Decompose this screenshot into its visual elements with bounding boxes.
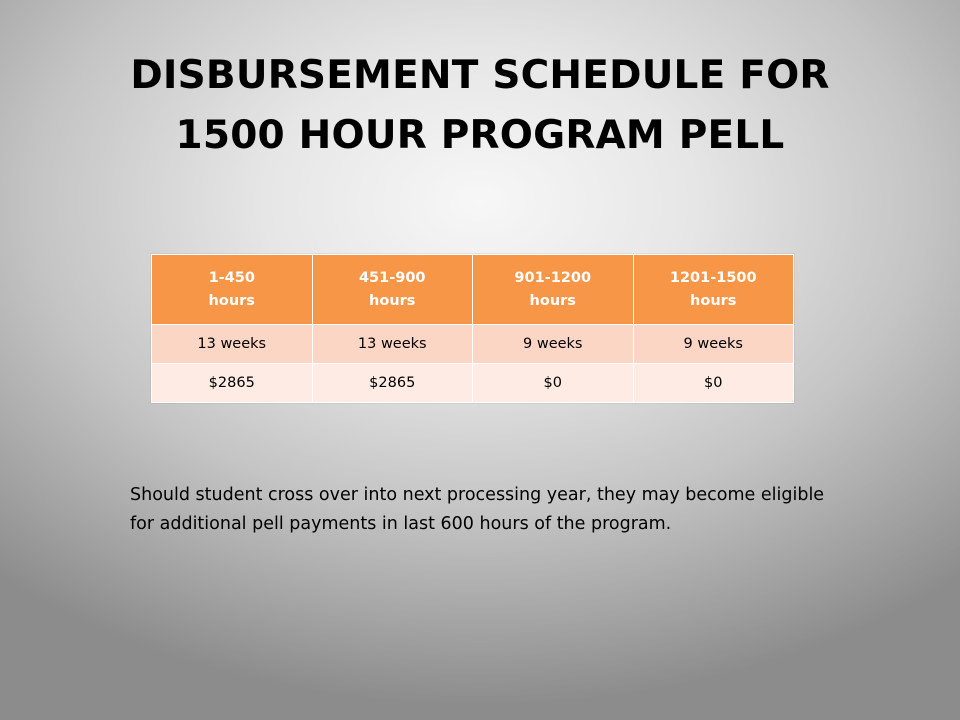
table-row <box>152 364 794 403</box>
table-cell: 13 weeks <box>152 325 313 364</box>
table-cell: 13 weeks <box>312 325 473 364</box>
table-cell: $2865 <box>312 364 473 403</box>
header-cell <box>312 255 473 325</box>
table-cell: 9 weeks <box>473 325 634 364</box>
table-cell: $0 <box>633 364 794 403</box>
header-range: 1201-1500 <box>669 269 757 286</box>
table-cell: $2865 <box>152 364 313 403</box>
title-line-1: DISBURSEMENT SCHEDULE FOR <box>130 53 830 98</box>
header-range: 1-450 <box>208 269 255 286</box>
header-cell <box>633 255 794 325</box>
table-cell: $0 <box>473 364 634 403</box>
header-unit: hours <box>369 292 416 309</box>
header-cell <box>152 255 313 325</box>
disbursement-table <box>151 254 794 403</box>
header-range: 451-900 <box>358 269 426 286</box>
table-cell: 9 weeks <box>633 325 794 364</box>
slide-title <box>80 46 880 166</box>
table-header-row <box>152 255 794 325</box>
header-unit: hours <box>690 292 737 309</box>
table-row <box>152 325 794 364</box>
header-range: 901-1200 <box>514 269 592 286</box>
title-line-2: 1500 HOUR PROGRAM PELL <box>175 113 785 158</box>
header-unit: hours <box>529 292 576 309</box>
header-unit: hours <box>208 292 255 309</box>
header-cell <box>473 255 634 325</box>
note-text: Should student cross over into next processing year, they may become eligible for additional pell payments in last 600 hours of the program. <box>130 485 825 534</box>
